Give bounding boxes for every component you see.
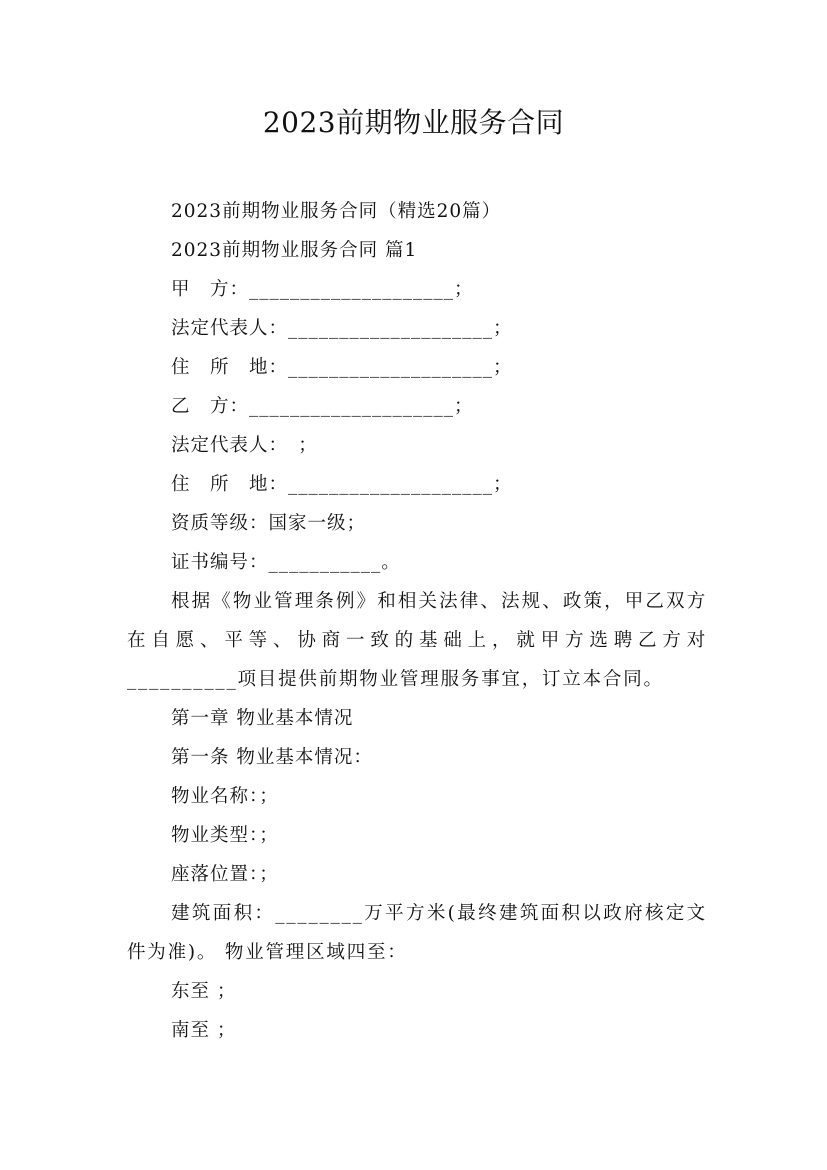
document-subtitle: 2023前期物业服务合同（精选20篇） (171, 201, 502, 222)
document-title: 2023前期物业服务合同 (262, 106, 565, 139)
preamble-paragraph: 根据《物业管理条例》和相关法律、法规、政策，甲乙双方在自愿、平等、协商一致的基础上，就甲方选聘乙方对__________项目提供前期物业管理服务事宜，订立本合同。 (127, 591, 707, 690)
section-heading: 2023前期物业服务合同 篇1 (171, 240, 418, 261)
south-boundary-line: 南至 ； (171, 1020, 237, 1041)
property-name-line: 物业名称：； (171, 786, 279, 807)
building-area-paragraph: 建筑面积：________万平方米(最终建筑面积以政府核定文件为准)。 物业管理区域四至： (127, 903, 707, 963)
article-heading: 第一条 物业基本情况： (171, 747, 373, 768)
document-body (127, 192, 707, 1050)
certificate-number-line: 证书编号：___________。 (171, 552, 401, 573)
qualification-line: 资质等级：国家一级； (171, 513, 367, 534)
party-a-address-line: 住 所 地：____________________； (171, 357, 513, 378)
property-type-line: 物业类型：； (171, 825, 279, 846)
location-line: 座落位置：； (171, 864, 279, 885)
party-a-line: 甲 方：____________________； (171, 279, 474, 300)
party-a-representative-line: 法定代表人：____________________； (171, 318, 513, 339)
party-b-line: 乙 方：____________________； (171, 396, 474, 417)
east-boundary-line: 东至 ； (171, 981, 237, 1002)
party-b-address-line: 住 所 地：____________________； (171, 474, 513, 495)
party-b-representative-line: 法定代表人： ； (171, 435, 318, 456)
chapter-heading: 第一章 物业基本情况 (171, 708, 354, 729)
